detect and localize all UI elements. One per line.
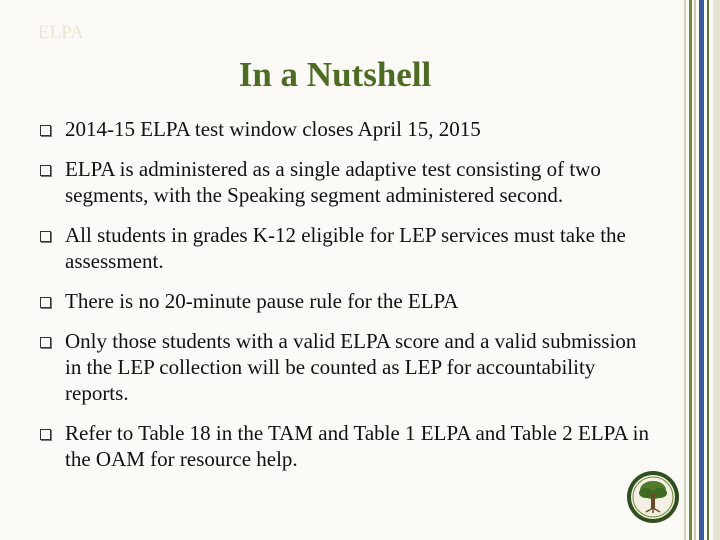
checkbox-bullet-icon [40, 297, 51, 308]
checkbox-bullet-icon [40, 429, 51, 440]
corner-label: ELPA [38, 22, 84, 43]
bullet-item [40, 328, 650, 406]
checkbox-bullet-icon [40, 337, 51, 348]
bullet-text: 2014-15 ELPA test window closes April 15, 2015 [65, 117, 481, 141]
bullet-item [40, 288, 650, 314]
slide-title: In a Nutshell [238, 55, 432, 94]
right-border-stripes [680, 0, 720, 540]
bullet-text: ELPA is administered as a single adaptive test consisting of two segments, with the Speaking segment administered second. [65, 157, 601, 207]
checkbox-bullet-icon [40, 125, 51, 136]
bullet-text: Refer to Table 18 in the TAM and Table 1 ELPA and Table 2 ELPA in the OAM for resource help. [65, 421, 649, 471]
bullet-item [40, 420, 650, 472]
bullet-item [40, 116, 650, 142]
bullet-item [40, 222, 650, 274]
tree-seal-logo-icon [626, 470, 680, 524]
bullet-text: There is no 20-minute pause rule for the ELPA [65, 289, 459, 313]
bullet-item [40, 156, 650, 208]
bullet-list [40, 116, 650, 486]
checkbox-bullet-icon [40, 165, 51, 176]
bullet-text: Only those students with a valid ELPA score and a valid submission in the LEP collection will be counted as LEP for accountability reports. [65, 329, 637, 405]
checkbox-bullet-icon [40, 231, 51, 242]
bullet-text: All students in grades K-12 eligible for LEP services must take the assessment. [65, 223, 626, 273]
